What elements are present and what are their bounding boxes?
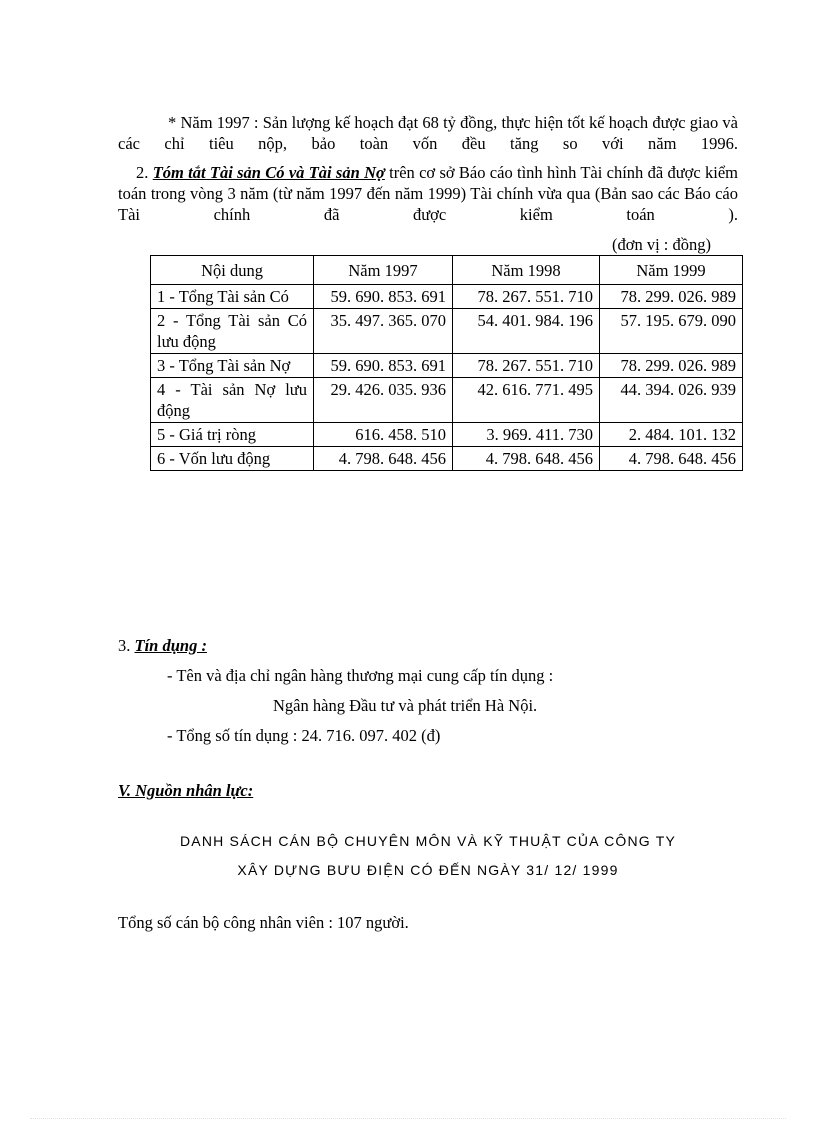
value-1997: 29. 426. 035. 936 — [314, 378, 453, 423]
value-1997: 59. 690. 853. 691 — [314, 285, 453, 309]
staff-list-title-line-1: DANH SÁCH CÁN BỘ CHUYÊN MÔN VÀ KỸ THUẬT CỦA CÔNG TY — [179, 833, 677, 849]
value-1997: 59. 690. 853. 691 — [314, 354, 453, 378]
value-1999: 44. 394. 026. 939 — [600, 378, 743, 423]
bank-name: Ngân hàng Đầu tư và phát triển Hà Nội. — [273, 696, 538, 715]
value-1999: 2. 484. 101. 132 — [600, 423, 743, 447]
value-1998: 78. 267. 551. 710 — [453, 354, 600, 378]
row-label: 1 - Tổng Tài sản Có — [151, 285, 314, 309]
value-1998: 78. 267. 551. 710 — [453, 285, 600, 309]
row-label: 2 - Tổng Tài sản Có lưu động — [151, 309, 314, 354]
table-row — [151, 447, 743, 471]
unit-label: (đơn vị : đồng) — [612, 235, 712, 254]
table-header-row — [151, 256, 743, 285]
value-1998: 42. 616. 771. 495 — [453, 378, 600, 423]
section-3-title: Tín dụng : — [134, 636, 207, 655]
table-row — [151, 285, 743, 309]
credit-total: - Tổng số tín dụng : 24. 716. 097. 402 (đ) — [167, 726, 441, 745]
row-label: 4 - Tài sản Nợ lưu động — [151, 378, 314, 423]
section-2-text: trên cơ sở Báo cáo tình hình Tài chính đã được kiểm toán trong vòng 3 năm (từ năm 1997 đến năm 1999) Tài chính vừa qua (Bản sao các Báo cáo Tài chính đã được kiểm toán ). — [118, 163, 739, 224]
value-1997: 616. 458. 510 — [314, 423, 453, 447]
table-row — [151, 354, 743, 378]
table-row — [151, 423, 743, 447]
section-3-number: 3. — [118, 636, 131, 655]
value-1997: 4. 798. 648. 456 — [314, 447, 453, 471]
value-1998: 54. 401. 984. 196 — [453, 309, 600, 354]
bank-label: - Tên và địa chỉ ngân hàng thương mại cung cấp tín dụng : — [167, 666, 554, 685]
table-row — [151, 378, 743, 423]
paragraph-assets-summary — [118, 162, 738, 225]
page-bottom-divider — [30, 1118, 786, 1119]
staff-total: Tổng số cán bộ công nhân viên : 107 người. — [118, 913, 409, 932]
header-1999: Năm 1999 — [600, 256, 743, 285]
section-2-title: Tóm tắt Tài sản Có và Tài sản Nợ — [152, 163, 385, 182]
section-5-title: V. Nguồn nhân lực: — [118, 781, 254, 800]
value-1999: 4. 798. 648. 456 — [600, 447, 743, 471]
financial-summary-table — [150, 255, 743, 471]
table-row — [151, 309, 743, 354]
value-1999: 78. 299. 026. 989 — [600, 285, 743, 309]
value-1998: 4. 798. 648. 456 — [453, 447, 600, 471]
header-1997: Năm 1997 — [314, 256, 453, 285]
row-label: 5 - Giá trị ròng — [151, 423, 314, 447]
value-1999: 57. 195. 679. 090 — [600, 309, 743, 354]
value-1997: 35. 497. 365. 070 — [314, 309, 453, 354]
header-1998: Năm 1998 — [453, 256, 600, 285]
value-1999: 78. 299. 026. 989 — [600, 354, 743, 378]
section-2-number: 2. — [136, 163, 149, 182]
value-1998: 3. 969. 411. 730 — [453, 423, 600, 447]
paragraph-1997-results: * Năm 1997 : Sản lượng kế hoạch đạt 68 tỷ đồng, thực hiện tốt kế hoạch được giao và các chỉ tiêu nộp, bảo toàn vốn đều tăng so với năm 1996. — [118, 113, 738, 153]
row-label: 6 - Vốn lưu động — [151, 447, 314, 471]
staff-list-title-line-2: XÂY DỰNG BƯU ĐIỆN CÓ ĐẾN NGÀY 31/ 12/ 1999 — [237, 862, 619, 878]
section-3-heading — [118, 636, 207, 656]
row-label: 3 - Tổng Tài sản Nợ — [151, 354, 314, 378]
header-content: Nội dung — [151, 256, 314, 285]
